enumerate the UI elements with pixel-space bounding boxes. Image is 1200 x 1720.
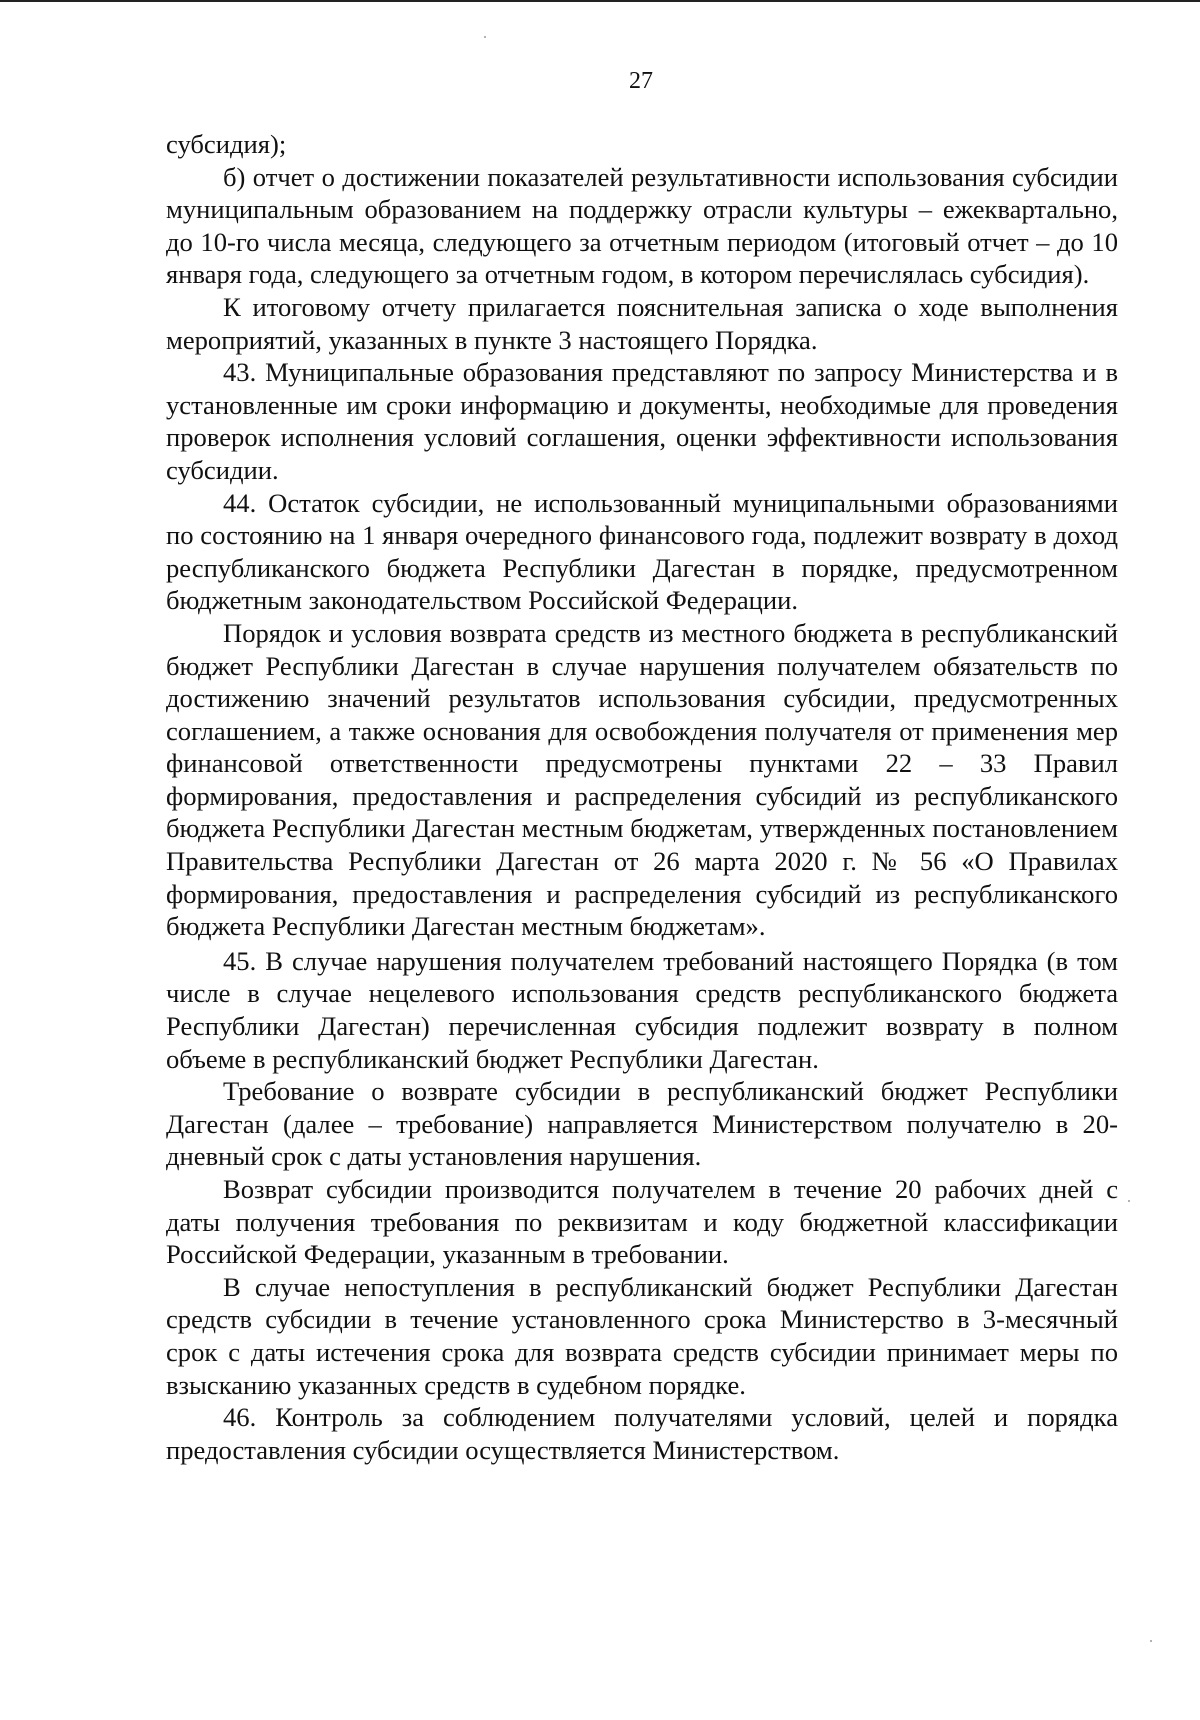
paragraph-return-demand: Требование о возврате субсидии в республиканский бюджет Республики Дагестан (далее – требование) направляется Министерством получателю в 20-дневный срок с даты установления нарушения. <box>166 1076 1118 1172</box>
paragraph-return-deadline: Возврат субсидии производится получателем в течение 20 рабочих дней с даты получения требования по реквизитам и коду бюджетной классификации Российской Федерации, указанным в требовании. <box>166 1174 1118 1270</box>
paragraph-judicial-recovery: В случае непоступления в республиканский бюджет Республики Дагестан средств субсидии в течение установленного срока Министерство в 3-месячный срок с даты истечения срока для возврата средств субсидии принимает меры по взысканию указанных средств в судебном порядке. <box>166 1271 1118 1400</box>
scan-speck <box>1150 1640 1152 1642</box>
scan-speck <box>484 36 486 38</box>
paragraph-explanatory-note: К итоговому отчету прилагается пояснительная записка о ходе выполнения мероприятий, указанных в пункте 3 настоящего Порядка. <box>166 291 1118 355</box>
paragraph-return-procedure: Порядок и условия возврата средств из местного бюджета в республиканский бюджет Республики Дагестан в случае нарушения получателем обязательств по достижению значений результатов использования субсидии, предусмотренных соглашением, а также основания для освобождения получателя от применения мер финансовой ответственности предусмотрены пунктами 22 – 33 Правил формирования, предоставления и распределения субсидий из республиканского бюджета Республики Дагестан местным бюджетам, утвержденных постановлением Правительства Республики Дагестан от 26 марта 2020 г. № 56 «О Правилах формирования, предоставления и распределения субсидий из республиканского бюджета Республики Дагестан местным бюджетам». <box>166 617 1118 942</box>
paragraph-44: 44. Остаток субсидии, не использованный муниципальными образованиями по состоянию на 1 января очередного финансового года, подлежит возврату в доход республиканского бюджета Республики Дагестан в порядке, предусмотренном бюджетным законодательством Российской Федерации. <box>166 487 1118 616</box>
paragraph-45: 45. В случае нарушения получателем требований настоящего Порядка (в том числе в случае нецелевого использования средств республиканского бюджета Республики Дагестан) перечисленная субсидия подлежит возврату в полном объеме в республиканский бюджет Республики Дагестан. <box>166 945 1118 1074</box>
page-number: 27 <box>629 68 653 94</box>
document-body <box>166 128 1118 1466</box>
scan-top-edge <box>0 0 1200 2</box>
paragraph-item-b: б) отчет о достижении показателей результативности использования субсидии муниципальным образованием на поддержку отрасли культуры – ежеквартально, до 10-го числа месяца, следующего за отчетным периодом (итоговый отчет – до 10 января года, следующего за отчетным годом, в котором перечислялась субсидия). <box>166 161 1118 290</box>
scan-speck <box>1128 1200 1130 1202</box>
paragraph-46: 46. Контроль за соблюдением получателями условий, целей и порядка предоставления субсидии осуществляется Министерством. <box>166 1402 1118 1465</box>
paragraph-continuation: субсидия); <box>166 129 287 159</box>
paragraph-43: 43. Муниципальные образования представляют по запросу Министерства и в установленные им сроки информацию и документы, необходимые для проведения проверок исполнения условий соглашения, оценки эффективности использования субсидии. <box>166 357 1118 485</box>
